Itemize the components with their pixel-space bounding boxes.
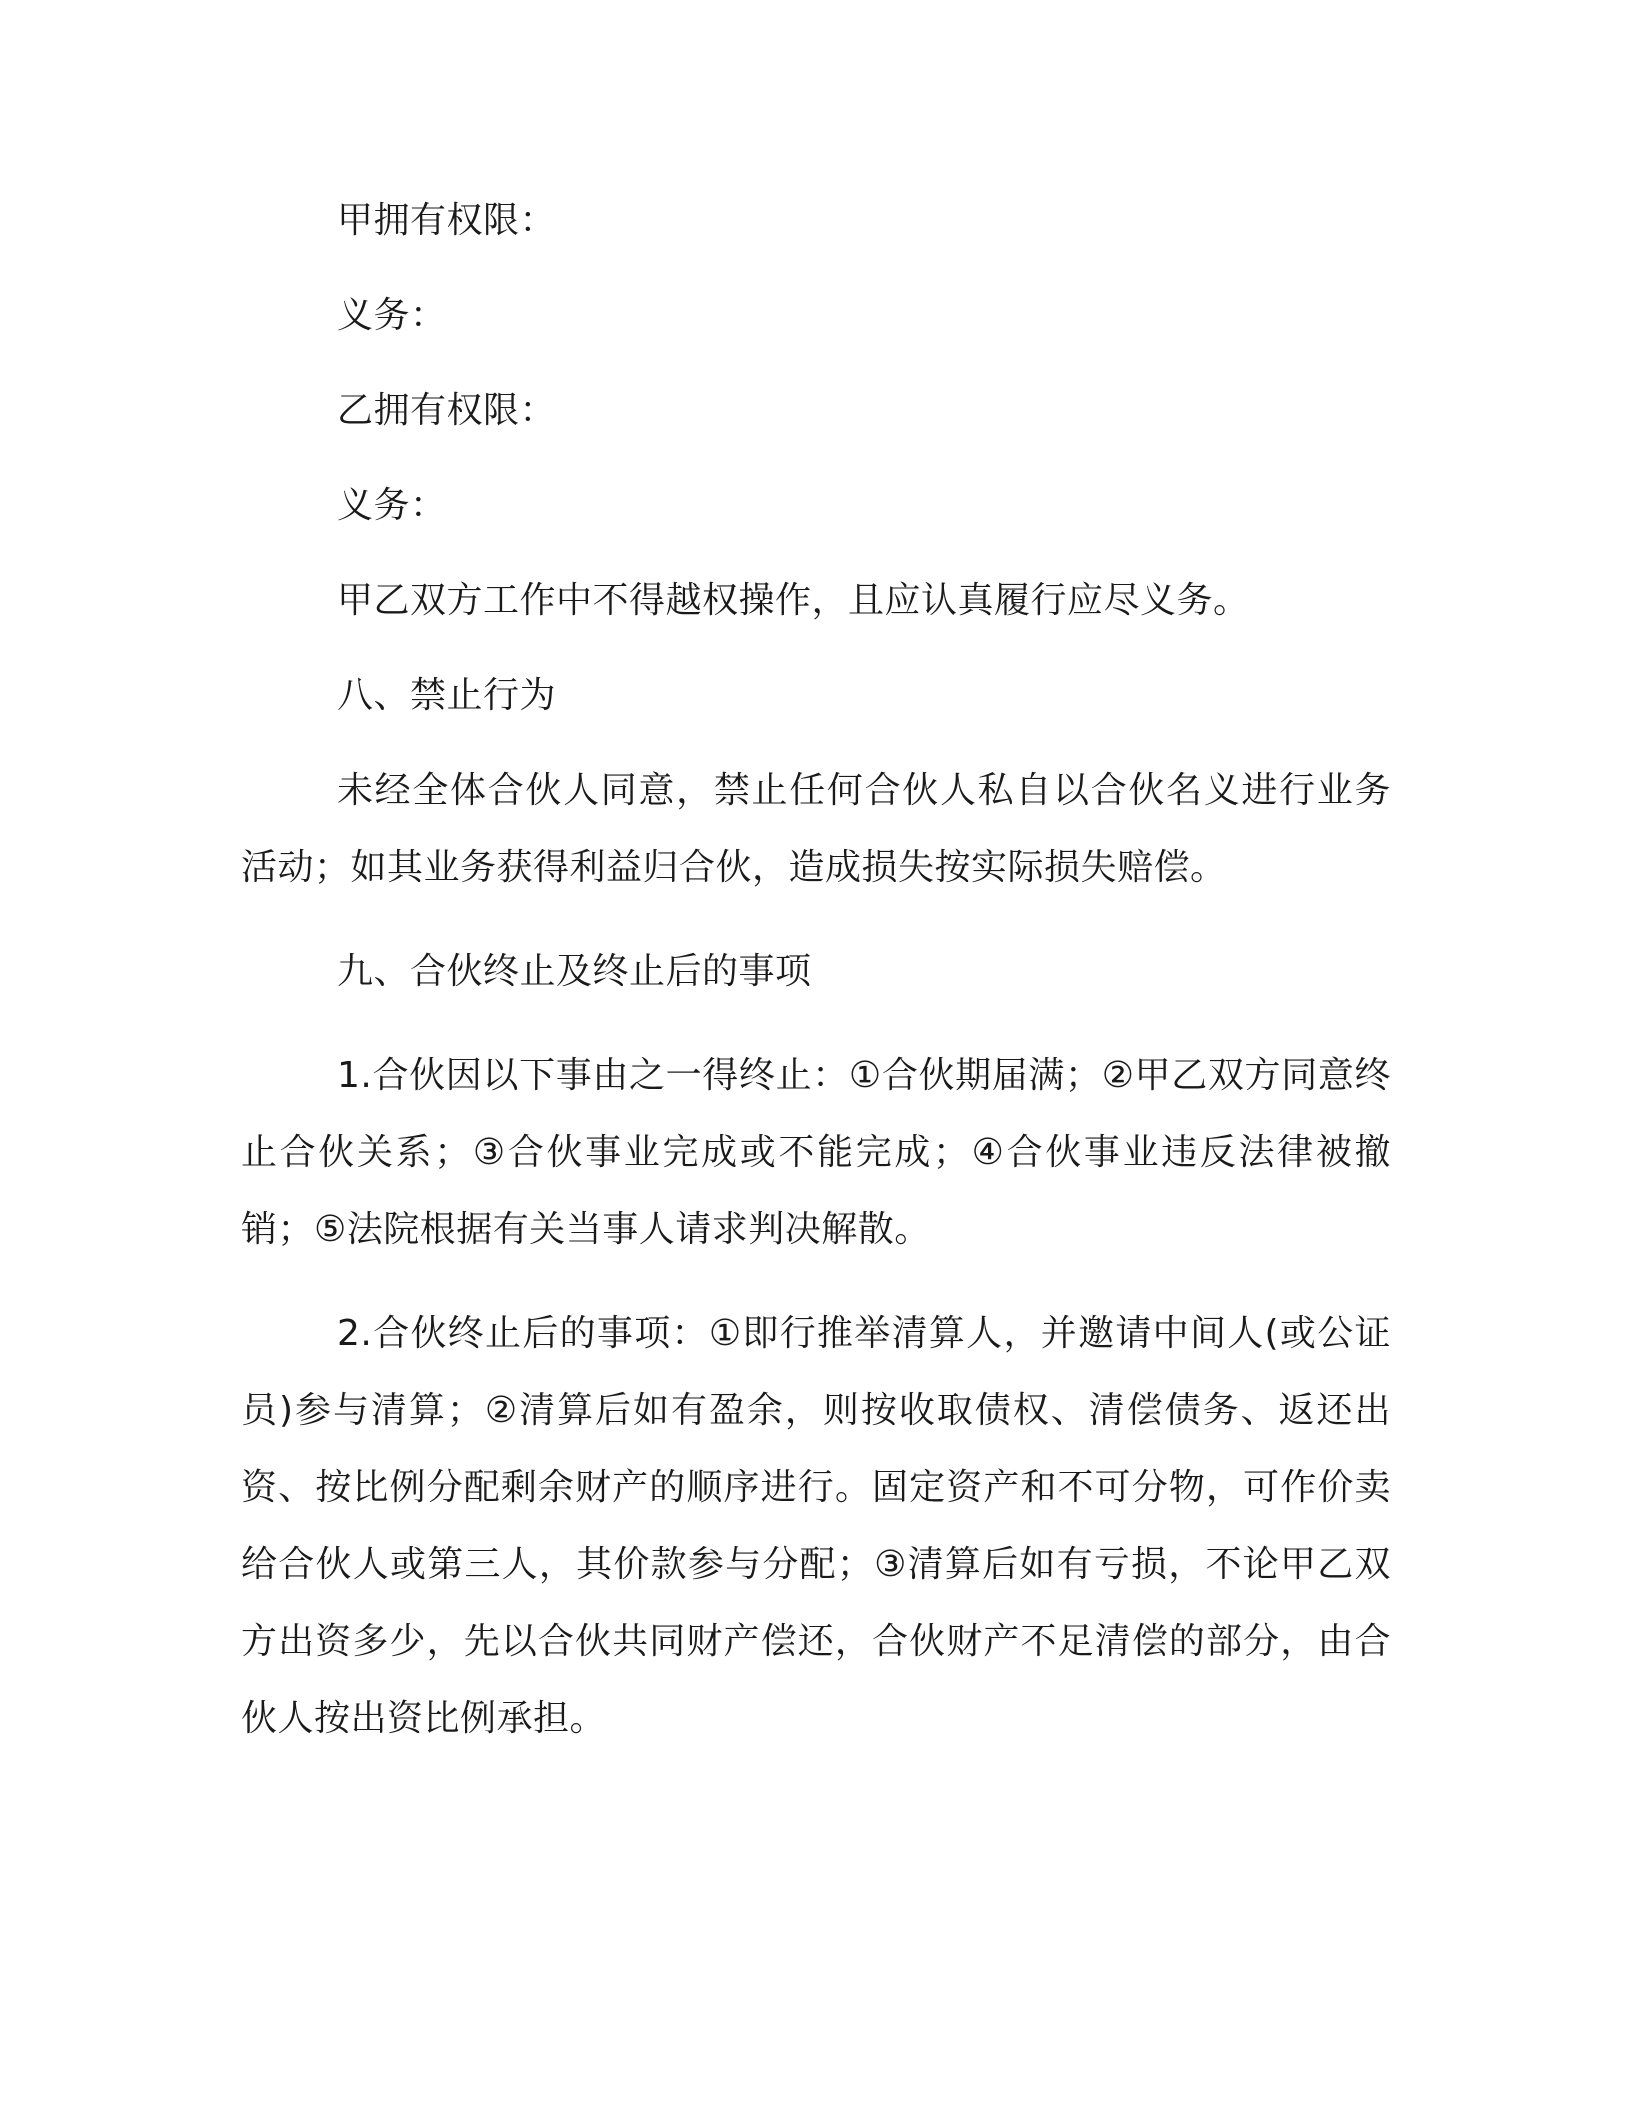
termination-causes-clause: 1.合伙因以下事由之一得终止：①合伙期届满；②甲乙双方同意终止合伙关系；③合伙事业完成或不能完成；④合伙事业违反法律被撤销；⑤法院根据有关当事人请求判决解散。 — [241, 1055, 1391, 1250]
post-termination-clause: 2.合伙终止后的事项：①即行推举清算人，并邀请中间人(或公证员)参与清算；②清算后如有盈余，则按收取债权、清偿债务、返还出资、按比例分配剩余财产的顺序进行。固定资产和不可分物，可作价卖给合伙人或第三人，其价款参与分配；③清算后如有亏损，不论甲乙双方出资多少，先以合伙共同财产偿还，合伙财产不足清偿的部分，由合伙人按出资比例承担。 — [241, 1313, 1391, 1739]
section-9-heading: 九、合伙终止及终止后的事项 — [337, 951, 812, 992]
party-b-rights: 乙拥有权限： — [337, 390, 557, 431]
no-overreach-clause: 甲乙双方工作中不得越权操作，且应认真履行应尽义务。 — [337, 580, 1250, 621]
party-b-obligations: 义务： — [337, 485, 447, 526]
section-8-heading: 八、禁止行为 — [337, 675, 557, 716]
document-body — [241, 182, 1391, 1757]
prohibited-conduct-clause: 未经全体合伙人同意，禁止任何合伙人私自以合伙名义进行业务活动；如其业务获得利益归合伙，造成损失按实际损失赔偿。 — [241, 770, 1391, 888]
party-a-rights: 甲拥有权限： — [337, 200, 557, 241]
party-a-obligations: 义务： — [337, 295, 447, 336]
